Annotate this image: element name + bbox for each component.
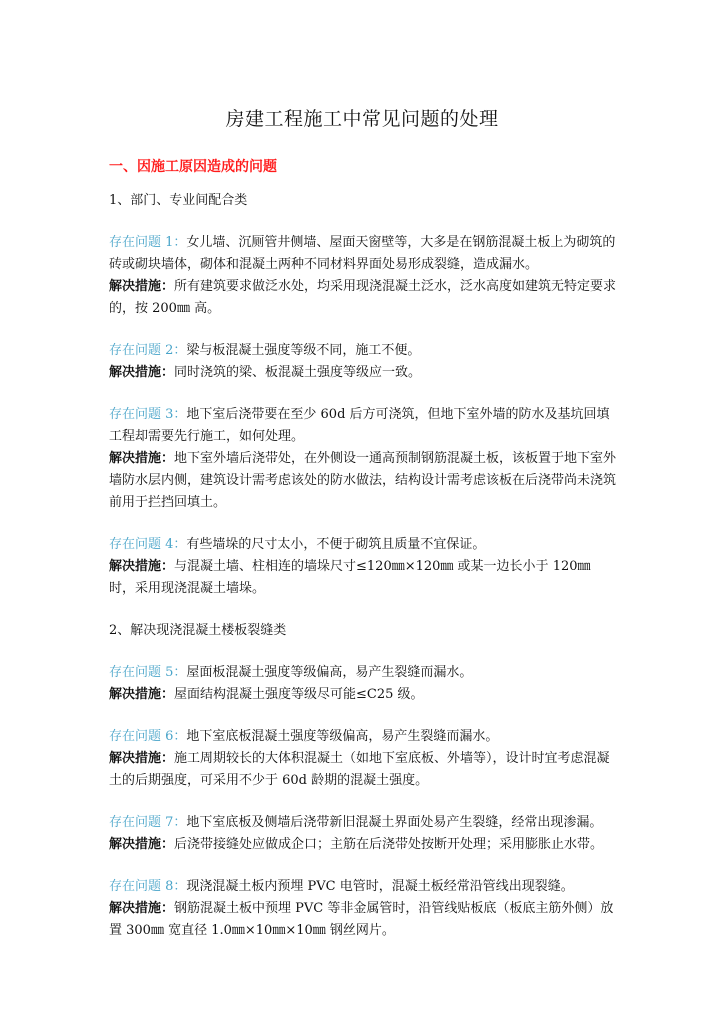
problem-text: 有些墙垛的尺寸太小，不便于砌筑且质量不宜保证。 (186, 537, 486, 552)
problem-label: 存在问题 4： (109, 537, 187, 552)
solution-paragraph (109, 898, 619, 942)
problem-paragraph (109, 812, 619, 834)
issue-block (109, 726, 619, 792)
solution-text: 所有建筑要求做泛水处，均采用现浇混凝土泛水，泛水高度如建筑无特定要求的，按 200㎜ 高。 (109, 279, 617, 316)
problem-text: 地下室后浇带要在至少 60d 后方可浇筑，但地下室外墙的防水及基坑回填工程却需要先行施工，如何处理。 (109, 407, 610, 444)
document-title: 房建工程施工中常见问题的处理 (225, 108, 499, 130)
solution-text: 后浇带接缝处应做成企口；主筋在后浇带处按断开处理；采用膨胀止水带。 (174, 837, 604, 852)
problem-paragraph (109, 232, 619, 276)
solution-paragraph (109, 448, 619, 514)
problem-text: 梁与板混凝土强度等级不同，施工不便。 (186, 343, 421, 358)
solution-text: 同时浇筑的梁、板混凝土强度等级应一致。 (174, 365, 422, 380)
solution-text: 施工周期较长的大体积混凝土（如地下室底板、外墙等），设计时宜考虑混凝土的后期强度，可采用不少于 60d 龄期的混凝土强度。 (109, 751, 610, 788)
problem-label: 存在问题 6： (109, 729, 187, 744)
problem-label: 存在问题 3： (109, 407, 187, 422)
solution-text: 屋面结构混凝土强度等级尽可能≤C25 级。 (174, 687, 424, 702)
problem-text: 女儿墙、沉厕管井侧墙、屋面天窗壁等，大多是在钢筋混凝土板上为砌筑的砖或砌块墙体，砌体和混凝土两种不同材料界面处易形成裂缝，造成漏水。 (109, 235, 616, 272)
section-heading: 一、因施工原因造成的问题 (109, 159, 277, 175)
issue-block (109, 232, 619, 320)
problem-label: 存在问题 2： (109, 343, 187, 358)
document-body (109, 190, 619, 962)
solution-label: 解决措施： (109, 837, 175, 852)
problem-paragraph (109, 404, 619, 448)
problem-paragraph (109, 534, 619, 556)
solution-text: 与混凝土墙、柱相连的墙垛尺寸≤120㎜×120㎜ 或某一边长小于 120㎜ 时，采用现浇混凝土墙垛。 (109, 559, 591, 596)
problem-text: 屋面板混凝土强度等级偏高，易产生裂缝而漏水。 (186, 665, 473, 680)
issue-block (109, 534, 619, 600)
solution-text: 地下室外墙后浇带处，在外侧设一通高预制钢筋混凝土板，该板置于地下室外墙防水层内侧，建筑设计需考虑该处的防水做法，结构设计需考虑该板在后浇带尚未浇筑前用于拦挡回填土。 (109, 451, 617, 510)
issue-block (109, 340, 619, 384)
solution-label: 解决措施： (109, 559, 175, 574)
solution-paragraph (109, 748, 619, 792)
problem-label: 存在问题 5： (109, 665, 187, 680)
solution-paragraph (109, 556, 619, 600)
solution-paragraph (109, 684, 619, 706)
problem-paragraph (109, 340, 619, 362)
solution-label: 解决措施： (109, 279, 175, 294)
solution-label: 解决措施： (109, 365, 175, 380)
problem-text: 地下室底板及侧墙后浇带新旧混凝土界面处易产生裂缝，经常出现渗漏。 (186, 815, 603, 830)
solution-text: 钢筋混凝土板中预埋 PVC 等非金属管时，沿管线贴板底（板底主筋外侧）放置 300㎜ 宽直径 1.0㎜×10㎜×10㎜ 钢丝网片。 (109, 901, 614, 938)
issue-block (109, 404, 619, 514)
solution-paragraph (109, 362, 619, 384)
solution-label: 解决措施： (109, 751, 175, 766)
issue-block (109, 812, 619, 856)
problem-label: 存在问题 8： (109, 879, 187, 894)
solution-label: 解决措施： (109, 901, 175, 916)
issue-block (109, 662, 619, 706)
problem-text: 现浇混凝土板内预埋 PVC 电管时，混凝土板经常沿管线出现裂缝。 (186, 879, 574, 894)
problem-paragraph (109, 662, 619, 684)
problem-paragraph (109, 726, 619, 748)
issue-block (109, 876, 619, 942)
group-heading: 1、部门、专业间配合类 (109, 193, 248, 208)
problem-label: 存在问题 1： (109, 235, 187, 250)
problem-text: 地下室底板混凝土强度等级偏高，易产生裂缝而漏水。 (186, 729, 499, 744)
problem-label: 存在问题 7： (109, 815, 187, 830)
solution-label: 解决措施： (109, 687, 175, 702)
group-heading: 2、解决现浇混凝土楼板裂缝类 (109, 623, 287, 638)
solution-paragraph (109, 276, 619, 320)
problem-paragraph (109, 876, 619, 898)
solution-paragraph (109, 834, 619, 856)
solution-label: 解决措施： (109, 451, 175, 466)
